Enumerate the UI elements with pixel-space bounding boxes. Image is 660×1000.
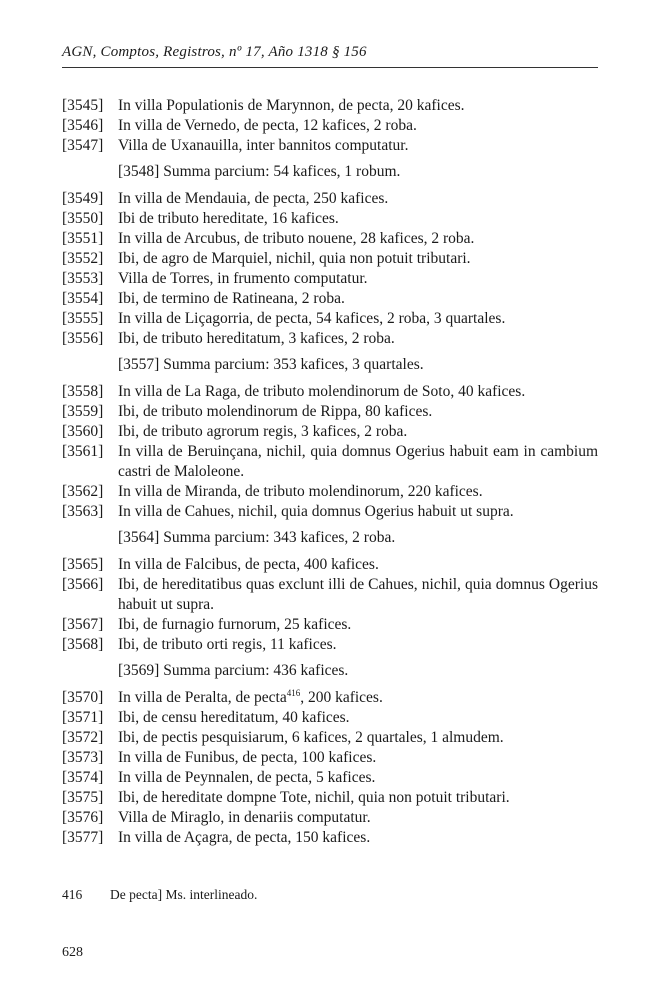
- entry-number: [3569]: [118, 662, 160, 679]
- register-entry: [62, 96, 598, 116]
- entry-number: [3577]: [62, 829, 104, 846]
- entry-text: [118, 382, 598, 402]
- register-entry: [62, 249, 598, 269]
- register-entry: [62, 688, 598, 708]
- entry-number: [3576]: [62, 809, 104, 826]
- register-entry: [62, 788, 598, 808]
- register-entry: [62, 708, 598, 728]
- entry-number: [3549]: [62, 190, 104, 207]
- entry-text-main: Ibi de tributo hereditate, 16 kafices.: [118, 210, 339, 227]
- entry-text-main: In villa de Beruinçana, nichil, quia domnus Ogerius habuit eam in cambium castri de Maloleone.: [118, 443, 598, 480]
- entry-number: [3567]: [62, 616, 104, 633]
- entry-text: [118, 555, 598, 575]
- entry-number: [3568]: [62, 636, 104, 653]
- entry-text: [118, 635, 598, 655]
- entry-text-main: Ibi, de pectis pesquisiarum, 6 kafices, 2 quartales, 1 almudem.: [118, 729, 504, 746]
- entry-text: [118, 828, 598, 848]
- entry-number: [3556]: [62, 330, 104, 347]
- register-entry: [62, 828, 598, 848]
- entry-text: [118, 269, 598, 289]
- entry-number: [3559]: [62, 403, 104, 420]
- register-entry: [62, 189, 598, 209]
- register-entry: [62, 555, 598, 575]
- entry-number: [3571]: [62, 709, 104, 726]
- entry-number: [3546]: [62, 117, 104, 134]
- entry-text-after: , 200 kafices.: [300, 689, 383, 706]
- entry-number: [3547]: [62, 137, 104, 154]
- entry-text-main: In villa de Arcubus, de tributo nouene, 28 kafices, 2 roba.: [118, 230, 475, 247]
- entry-text-main: Ibi, de tributo orti regis, 11 kafices.: [118, 636, 337, 653]
- footnote-marker: 416: [286, 688, 301, 698]
- register-entry: [62, 269, 598, 289]
- entry-number: [3557]: [118, 356, 160, 373]
- entry-number: [3565]: [62, 556, 104, 573]
- entry-text: [118, 249, 598, 269]
- summa-line: [62, 162, 598, 182]
- register-entry: [62, 502, 598, 522]
- entry-text-main: In villa de Açagra, de pecta, 150 kafices.: [118, 829, 371, 846]
- entry-number: [3560]: [62, 423, 104, 440]
- entry-number: [3573]: [62, 749, 104, 766]
- summa-text: Summa parcium: 436 kafices.: [163, 662, 349, 679]
- entry-text-main: In villa de Miranda, de tributo molendinorum, 220 kafices.: [118, 483, 483, 500]
- entry-number: [3572]: [62, 729, 104, 746]
- entry-number: [3554]: [62, 290, 104, 307]
- entry-text-main: Ibi, de agro de Marquiel, nichil, quia non potuit tributari.: [118, 250, 471, 267]
- register-entry: [62, 209, 598, 229]
- entry-number: [3575]: [62, 789, 104, 806]
- entry-text: [118, 289, 598, 309]
- entry-number: [3570]: [62, 689, 104, 706]
- entry-number: [3553]: [62, 270, 104, 287]
- entry-text: [118, 768, 598, 788]
- entry-text: [118, 96, 598, 116]
- entry-number: [3564]: [118, 529, 160, 546]
- entry-number: [3550]: [62, 210, 104, 227]
- entry-text: [118, 615, 598, 635]
- entry-text-main: Ibi, de censu hereditatum, 40 kafices.: [118, 709, 350, 726]
- register-entry: [62, 575, 598, 615]
- header-rule: [62, 67, 598, 68]
- entry-text-main: Villa de Miraglo, in denariis computatur.: [118, 809, 371, 826]
- entry-text: [118, 708, 598, 728]
- register-entry: [62, 402, 598, 422]
- entry-text-main: Ibi, de tributo agrorum regis, 3 kafices, 2 roba.: [118, 423, 408, 440]
- entry-text-main: Ibi, de tributo molendinorum de Rippa, 80 kafices.: [118, 403, 433, 420]
- register-entries: [62, 96, 598, 848]
- register-entry: [62, 728, 598, 748]
- summa-text: Summa parcium: 353 kafices, 3 quartales.: [163, 356, 424, 373]
- entry-number: [3561]: [62, 443, 104, 460]
- entry-number: [3563]: [62, 503, 104, 520]
- entry-text-main: In villa de Peynnalen, de pecta, 5 kafices.: [118, 769, 376, 786]
- entry-text: [118, 728, 598, 748]
- entry-text-main: In villa de Liçagorria, de pecta, 54 kafices, 2 roba, 3 quartales.: [118, 310, 506, 327]
- register-entry: [62, 808, 598, 828]
- summa-line: [62, 355, 598, 375]
- entry-text: [118, 788, 598, 808]
- register-entry: [62, 748, 598, 768]
- page-number: 628: [62, 945, 83, 960]
- entry-text-main: Ibi, de tributo hereditatum, 3 kafices, 2 roba.: [118, 330, 395, 347]
- entry-number: [3566]: [62, 576, 104, 593]
- register-entry: [62, 136, 598, 156]
- entry-number: [3545]: [62, 97, 104, 114]
- summa-line: [62, 661, 598, 681]
- entry-text: [118, 329, 598, 349]
- entry-number: [3548]: [118, 163, 160, 180]
- entry-text-main: In villa de La Raga, de tributo molendinorum de Soto, 40 kafices.: [118, 383, 526, 400]
- entry-text-main: In villa de Cahues, nichil, quia domnus Ogerius habuit ut supra.: [118, 503, 514, 520]
- register-entry: [62, 382, 598, 402]
- entry-number: [3558]: [62, 383, 104, 400]
- entry-text: [118, 575, 598, 615]
- entry-number: [3555]: [62, 310, 104, 327]
- register-entry: [62, 289, 598, 309]
- register-entry: [62, 615, 598, 635]
- entry-text-main: Ibi, de furnagio furnorum, 25 kafices.: [118, 616, 352, 633]
- entry-text: [118, 229, 598, 249]
- entry-text: [118, 136, 598, 156]
- register-entry: [62, 442, 598, 482]
- entry-text-main: Villa de Torres, in frumento computatur.: [118, 270, 368, 287]
- footnote: [62, 887, 257, 903]
- entry-text-main: In villa de Funibus, de pecta, 100 kafices.: [118, 749, 377, 766]
- register-entry: [62, 635, 598, 655]
- entry-text: [118, 116, 598, 136]
- entry-text: [118, 422, 598, 442]
- entry-text: [118, 688, 598, 708]
- entry-text-main: Ibi, de hereditate dompne Tote, nichil, quia non potuit tributari.: [118, 789, 510, 806]
- summa-text: Summa parcium: 54 kafices, 1 robum.: [163, 163, 401, 180]
- register-entry: [62, 329, 598, 349]
- register-entry: [62, 116, 598, 136]
- entry-text: [118, 748, 598, 768]
- entry-text: [118, 442, 598, 482]
- summa-text: Summa parcium: 343 kafices, 2 roba.: [163, 529, 396, 546]
- entry-number: [3551]: [62, 230, 104, 247]
- entry-text-main: In villa de Falcibus, de pecta, 400 kafices.: [118, 556, 379, 573]
- summa-line: [62, 528, 598, 548]
- entry-text-main: Ibi, de termino de Ratineana, 2 roba.: [118, 290, 345, 307]
- entry-text-main: Villa de Uxanauilla, inter bannitos computatur.: [118, 137, 409, 154]
- entry-number: [3552]: [62, 250, 104, 267]
- register-entry: [62, 229, 598, 249]
- entry-text: [118, 808, 598, 828]
- footnote-number: 416: [62, 887, 83, 902]
- running-head: AGN, Comptos, Registros, nº 17, Año 1318 § 156: [62, 44, 367, 60]
- entry-text-main: In villa de Mendauia, de pecta, 250 kafices.: [118, 190, 389, 207]
- entry-text: [118, 189, 598, 209]
- entry-text: [118, 309, 598, 329]
- entry-text: [118, 209, 598, 229]
- entry-text-main: In villa de Vernedo, de pecta, 12 kafices, 2 roba.: [118, 117, 417, 134]
- entry-text: [118, 482, 598, 502]
- entry-text: [118, 402, 598, 422]
- entry-text-main: In villa Populationis de Marynnon, de pecta, 20 kafices.: [118, 97, 465, 114]
- entry-text: [118, 502, 598, 522]
- register-entry: [62, 482, 598, 502]
- register-entry: [62, 422, 598, 442]
- footnote-text: De pecta] Ms. interlineado.: [110, 887, 258, 902]
- entry-text-main: In villa de Peralta, de pecta: [118, 689, 287, 706]
- entry-text-main: Ibi, de hereditatibus quas exclunt illi de Cahues, nichil, quia domnus Ogerius habuit ut supra.: [118, 576, 598, 613]
- entry-number: [3574]: [62, 769, 104, 786]
- register-entry: [62, 768, 598, 788]
- entry-number: [3562]: [62, 483, 104, 500]
- register-entry: [62, 309, 598, 329]
